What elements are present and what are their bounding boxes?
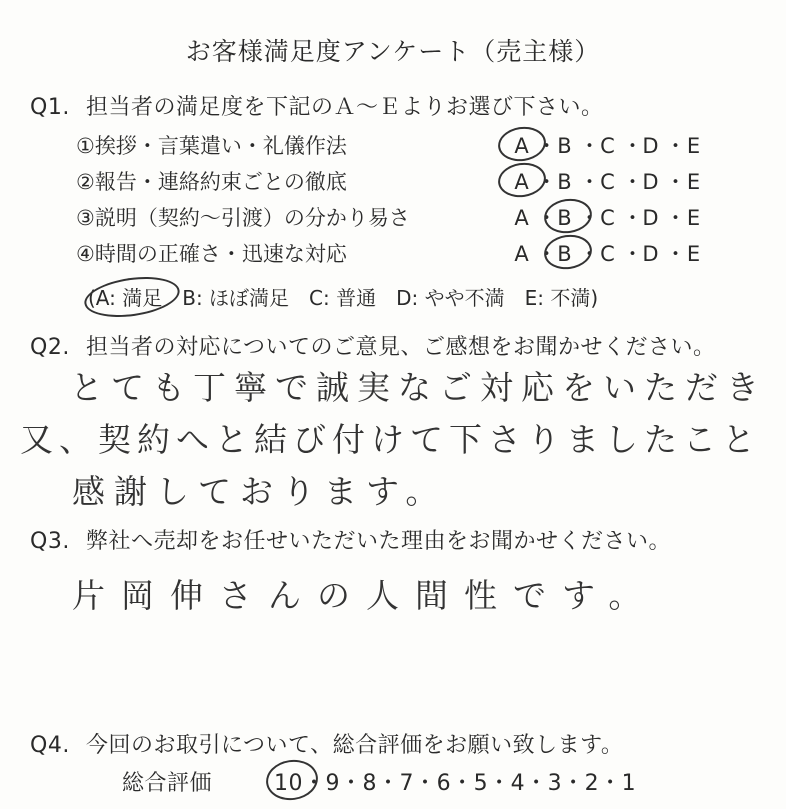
score-6[interactable]: 6 <box>436 771 452 796</box>
grade-a[interactable]: A <box>514 242 529 266</box>
q1-text: 担当者の満足度を下記のＡ～Ｅよりお選び下さい。 <box>86 95 604 120</box>
q1-item-4: ④時間の正確さ・迅速な対応 <box>76 242 347 266</box>
q3-text: 弊社へ売却をお任せいただいた理由をお聞かせください。 <box>86 529 672 554</box>
q4-number: Q4. <box>30 733 70 758</box>
q1-item-2-rating[interactable]: A ・B ・C ・D ・E <box>507 166 708 196</box>
q3-number: Q3. <box>30 529 70 554</box>
q2-answer-line-1: とても丁寧で誠実なご対応をいただき <box>70 368 767 407</box>
grade-c[interactable]: C <box>600 170 615 194</box>
grade-e[interactable]: E <box>686 170 701 194</box>
score-3[interactable]: 3 <box>547 771 563 796</box>
grade-a[interactable]: A <box>514 134 529 158</box>
score-10[interactable]: 10 <box>274 771 303 796</box>
score-4[interactable]: 4 <box>510 771 526 796</box>
grade-a[interactable]: A <box>514 206 529 230</box>
grade-b[interactable]: B <box>557 170 572 194</box>
score-8[interactable]: 8 <box>362 771 378 796</box>
score-7[interactable]: 7 <box>399 771 415 796</box>
legend-circle <box>82 272 182 323</box>
score-5[interactable]: 5 <box>473 771 489 796</box>
grade-d[interactable]: D <box>642 206 659 230</box>
q2-answer-line-3: 感謝しております。 <box>72 472 448 511</box>
grade-d[interactable]: D <box>642 134 659 158</box>
grade-e[interactable]: E <box>686 242 701 266</box>
score-2[interactable]: 2 <box>584 771 600 796</box>
grade-c[interactable]: C <box>600 206 615 230</box>
survey-title: お客様満足度アンケート（売主様） <box>185 37 601 66</box>
grade-a[interactable]: A <box>514 170 529 194</box>
q1-question <box>30 90 604 121</box>
grade-d[interactable]: D <box>642 170 659 194</box>
grade-e[interactable]: E <box>686 134 701 158</box>
q1-item-4-rating[interactable]: A ・B ・C ・D ・E <box>507 238 708 268</box>
q2-text: 担当者の対応についてのご意見、ご感想をお聞かせください。 <box>86 335 716 360</box>
q1-legend: (A: 満足 B: ほぼ満足 C: 普通 D: やや不満 E: 不満) <box>88 286 599 310</box>
grade-b[interactable]: B <box>557 134 572 158</box>
q1-item-2: ②報告・連絡約束ごとの徹底 <box>76 170 347 194</box>
q3-answer: 片岡伸さんの人間性です。 <box>72 576 658 615</box>
q3-question <box>30 524 671 555</box>
grade-c[interactable]: C <box>600 134 615 158</box>
q4-question <box>30 728 623 759</box>
q1-item-3: ③説明（契約～引渡）の分かり易さ <box>76 206 410 230</box>
q4-score-options[interactable]: 10・9・8・7・6・5・4・3・2・1 <box>274 771 637 796</box>
q4-text: 今回のお取引について、総合評価をお願い致します。 <box>86 733 624 758</box>
grade-d[interactable]: D <box>642 242 659 266</box>
q1-item-1: ①挨拶・言葉遣い・礼儀作法 <box>76 134 347 158</box>
q1-item-1-rating[interactable]: A ・B ・C ・D ・E <box>507 130 708 160</box>
q2-answer-line-2: 又、契約へと結び付けて下さりましたこと <box>20 420 761 459</box>
q2-number: Q2. <box>30 335 70 360</box>
grade-c[interactable]: C <box>600 242 615 266</box>
score-9[interactable]: 9 <box>325 771 341 796</box>
q1-number: Q1. <box>30 95 70 120</box>
grade-b[interactable]: B <box>557 242 572 266</box>
q4-score-label: 総合評価 <box>122 771 213 796</box>
grade-b[interactable]: B <box>557 206 572 230</box>
score-1[interactable]: 1 <box>621 771 637 796</box>
q2-question <box>30 330 716 361</box>
grade-e[interactable]: E <box>686 206 701 230</box>
q1-item-3-rating[interactable]: A ・B ・C ・D ・E <box>507 202 708 232</box>
